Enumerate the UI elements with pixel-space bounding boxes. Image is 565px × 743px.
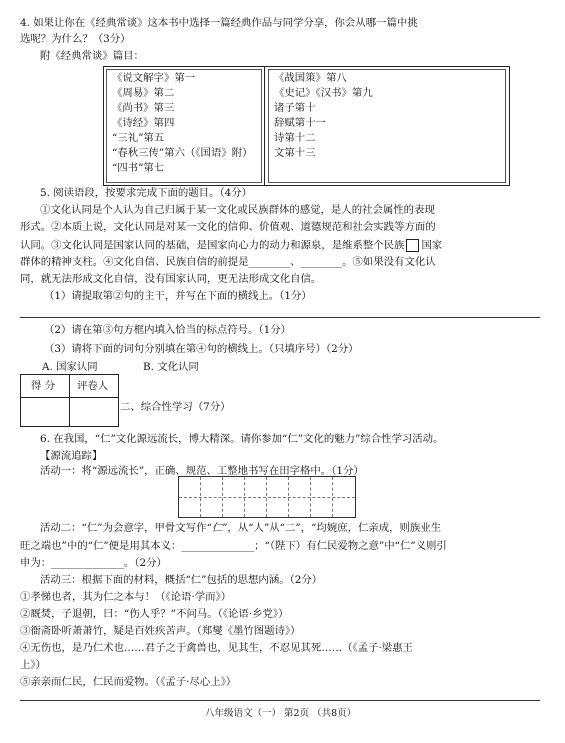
q5-passage-line4: 群体的精神支柱。④文化自信、民族自信的前提是________、________。⑤如果没有文化认 <box>20 256 436 268</box>
grader-label: 评卷人 <box>77 380 109 392</box>
q6-heading: 【源流追踪】 <box>40 450 103 462</box>
page-footer: 八年级语文（一） 第2页 （共8页） <box>205 708 357 719</box>
q5-sub3: （3）请将下面的词句分别填在第④句的横线上。（只填序号）（2分） <box>44 343 359 355</box>
contents-item: 文第十三 <box>274 147 316 159</box>
q5-passage-line1: ①文化认同是个人认为自己归属于某一文化或民族群体的感觉，是人的社会属性的表现 <box>40 204 435 216</box>
contents-item: 《战国策》第八 <box>274 72 347 84</box>
q4-appendix-label: 附《经典常谈》篇目： <box>40 50 144 62</box>
q5-title: 5. 阅读语段，按要求完成下面的题目。（4分） <box>40 187 253 199</box>
section-heading: 二、综合性学习（7分） <box>120 401 231 413</box>
q4-prompt-line2: 选呢？为什么？（3分） <box>20 33 131 45</box>
contents-item: 《尚书》第三 <box>112 102 175 114</box>
option-b: B. 文化认同 <box>143 361 199 373</box>
contents-item: “四书”第七 <box>112 162 165 174</box>
contents-item: 《周易》第二 <box>112 87 175 99</box>
q5-sub2: （2）请在第③句方框内填入恰当的标点符号。（1分） <box>44 324 292 336</box>
contents-item: 诸子第十 <box>274 102 316 114</box>
footer-rule <box>20 700 540 701</box>
q5-passage-line2: 形式。②本质上说，文化认同是对某一文化的信仰、价值观、道德规范和社会实践等方面的 <box>20 221 436 233</box>
material-3: ③衙斋卧听萧萧竹，疑是百姓疾苦声。（郑燮《墨竹图题诗》） <box>20 625 301 637</box>
q5-passage-line3 <box>20 239 442 252</box>
contents-item: 辞赋第十一 <box>274 117 326 129</box>
oracle-glyph: 仁 <box>211 522 223 534</box>
contents-table <box>103 66 510 186</box>
score-divider-v <box>69 375 70 426</box>
option-a: A. 国家认同 <box>42 361 98 373</box>
contents-item: 诗第十二 <box>274 132 316 144</box>
q6-intro: 6. 在我国，“仁”文化源远流长，博大精深。请你参加“仁”文化的魅力”综合性学习活动。 <box>40 433 444 445</box>
contents-item: “三礼”第五 <box>112 132 165 144</box>
material-5: ⑤亲亲而仁民，仁民而爱物。（《孟子·尽心上》） <box>20 676 237 688</box>
punctuation-box[interactable] <box>406 239 419 252</box>
score-label: 得 分 <box>31 380 56 392</box>
score-divider-h <box>21 397 118 398</box>
q5-passage-line3-end: 国家 <box>421 239 443 252</box>
q6-activity3: 活动三：根据下面的材料，概括“仁”包括的思想内涵。（2分） <box>40 574 323 586</box>
q6-activity2-line1 <box>40 523 441 533</box>
material-1: ①孝悌也者，其为仁之本与！（《论语·学而》） <box>20 591 232 603</box>
contents-item: 《说文解字》第一 <box>112 72 196 84</box>
act2-part2: ”，从“人”从“二”，“均婉庶，仁亲成，则族业生 <box>222 522 442 534</box>
score-box <box>20 374 119 427</box>
contents-item: “春秋三传”第六（《国语》附） <box>112 147 253 159</box>
material-2: ②厩焚，子退朝，曰：“伤人乎？”不问马。（《论语·乡党》） <box>20 608 289 620</box>
table-divider <box>264 67 265 185</box>
contents-item: 《诗经》第四 <box>112 117 175 129</box>
q6-activity2-line3: 申为：______________。（2分） <box>20 557 167 569</box>
material-4: ④无伤也，是乃仁术也……君子之于禽兽也，见其生，不忍见其死……（《孟子·梁惠王 <box>20 642 413 654</box>
q5-passage-line5: 同，就无法形成文化自信，没有国家认同，更无法形成文化自信。 <box>20 273 322 285</box>
act2-part1: 活动二：“仁”为会意字，甲骨文写作“ <box>40 522 212 534</box>
answer-line[interactable] <box>20 317 540 318</box>
q5-passage-line3-text: 认同。③文化认同是国家认同的基础，是国家向心力的动力和源泉，是维系整个民族 <box>20 239 405 252</box>
material-4-end: 上》） <box>20 659 46 671</box>
q5-sub1: （1）请提取第②句的主干，并写在下面的横线上。（1分） <box>44 290 312 302</box>
tianzige-grid[interactable] <box>178 476 356 518</box>
contents-item: 《史记》《汉书》第九 <box>274 87 373 99</box>
q6-activity2-line2: 旺之端也”中的“仁”便是用其本义：______________；“（陛下）有仁民爱物之意”中“仁”义则引 <box>20 540 447 552</box>
q4-prompt-line1: 4. 如果让你在《经典常谈》这本书中选择一篇经典作品与同学分享，你会从哪一篇中挑 <box>20 17 418 29</box>
grid-midline <box>179 497 355 498</box>
q6-activity1: 活动一：将“源远流长”，正确、规范、工整地书写在田字格中。（1分） <box>40 465 364 477</box>
